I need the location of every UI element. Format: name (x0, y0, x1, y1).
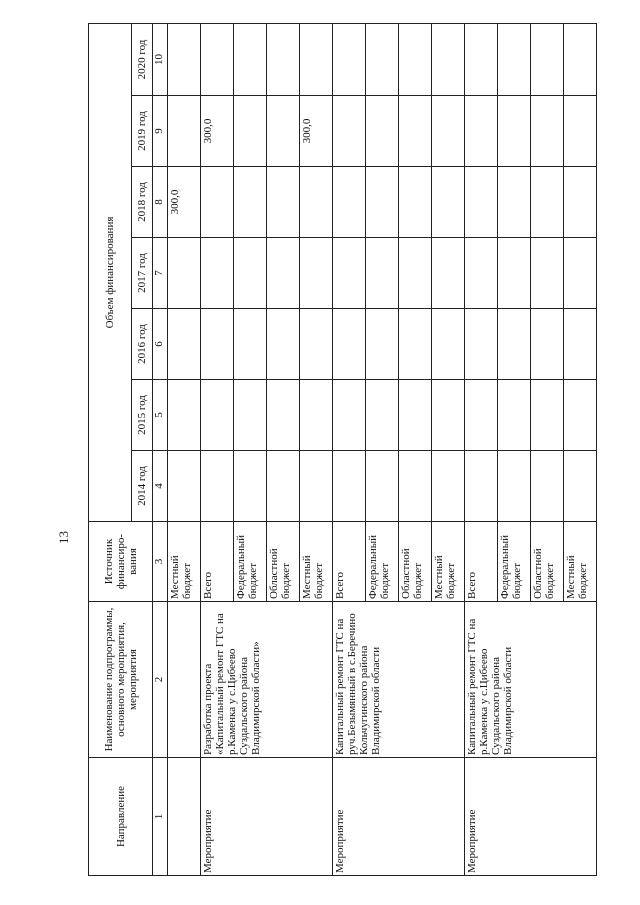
value-cell (168, 96, 201, 167)
source-cell: Местный бюджет (432, 522, 465, 602)
direction-cell: Мероприятие (465, 758, 597, 876)
column-number-8: 8 (153, 167, 168, 238)
column-number-10: 10 (153, 23, 168, 95)
year-header-4: 2017 год (132, 238, 153, 309)
value-cell (267, 23, 300, 95)
value-cell (399, 451, 432, 522)
value-cell (333, 451, 366, 522)
year-header-7: 2020 год (132, 23, 153, 95)
column-number-2: 2 (153, 602, 168, 758)
value-cell (300, 380, 333, 451)
value-cell (333, 96, 366, 167)
value-cell (432, 167, 465, 238)
column-number-3: 3 (153, 522, 168, 602)
empty-direction-cell (168, 758, 201, 876)
year-header-6: 2019 год (132, 96, 153, 167)
value-cell (300, 451, 333, 522)
value-cell (465, 309, 498, 380)
value-cell (168, 238, 201, 309)
value-cell (531, 238, 564, 309)
value-cell (564, 451, 597, 522)
value-cell (564, 380, 597, 451)
value-cell (201, 23, 234, 95)
header-direction: Направление (89, 758, 153, 876)
year-header-1: 2014 год (132, 451, 153, 522)
value-cell (531, 451, 564, 522)
value-cell (234, 451, 267, 522)
value-cell (201, 451, 234, 522)
value-cell (498, 451, 531, 522)
value-cell (168, 309, 201, 380)
value-cell (267, 96, 300, 167)
value-cell (234, 238, 267, 309)
value-cell (267, 238, 300, 309)
column-numbers-row (153, 23, 168, 875)
direction-cell: Мероприятие (201, 758, 333, 876)
value-cell (498, 238, 531, 309)
value-cell (168, 23, 201, 95)
header-volume: Объем финансирования (89, 23, 132, 521)
value-cell (267, 451, 300, 522)
source-cell: Местный бюджет (300, 522, 333, 602)
value-cell (531, 23, 564, 95)
table-row (333, 23, 366, 875)
value-cell (465, 96, 498, 167)
value-cell (300, 309, 333, 380)
value-cell (300, 167, 333, 238)
value-cell (267, 380, 300, 451)
column-number-4: 4 (153, 451, 168, 522)
first-source-row (168, 23, 201, 875)
value-cell (564, 96, 597, 167)
value-cell (498, 96, 531, 167)
value-cell (366, 380, 399, 451)
source-cell: Всего (465, 522, 498, 602)
year-header-3: 2016 год (132, 309, 153, 380)
source-cell: Федеральный бюджет (234, 522, 267, 602)
source-cell: Местный бюджет (168, 522, 201, 602)
source-cell: Областной бюджет (531, 522, 564, 602)
value-cell (300, 23, 333, 95)
value-cell (564, 23, 597, 95)
table-row (465, 23, 498, 875)
value-cell (531, 380, 564, 451)
value-cell (333, 238, 366, 309)
rotated-table-container (88, 24, 624, 876)
source-cell: Федеральный бюджет (366, 522, 399, 602)
value-cell (201, 167, 234, 238)
value-cell (333, 167, 366, 238)
value-cell (267, 167, 300, 238)
value-cell: 300,0 (300, 96, 333, 167)
column-number-7: 7 (153, 238, 168, 309)
value-cell: 300,0 (168, 167, 201, 238)
measure-name-cell: Капитальный ремонт ГТС на руч.Безымянный в с.Беречино Кольчугинского района Владимирской области (333, 602, 465, 758)
source-cell: Местный бюджет (564, 522, 597, 602)
value-cell (564, 167, 597, 238)
value-cell (531, 309, 564, 380)
value-cell (366, 451, 399, 522)
value-cell (333, 380, 366, 451)
value-cell (564, 238, 597, 309)
value-cell (168, 451, 201, 522)
value-cell (465, 23, 498, 95)
value-cell (432, 238, 465, 309)
page-number: 13 (56, 531, 71, 544)
value-cell (432, 451, 465, 522)
measure-name-cell: Капитальный ремонт ГТС на р.Каменка у с.Цибеево Суздальского района Владимирской области (465, 602, 597, 758)
value-cell (201, 238, 234, 309)
value-cell (234, 380, 267, 451)
header-name: Наименование подпрограммы, основного мероприятия, мероприятия (89, 602, 153, 758)
value-cell (465, 238, 498, 309)
column-number-6: 6 (153, 309, 168, 380)
source-cell: Всего (333, 522, 366, 602)
value-cell (234, 96, 267, 167)
value-cell (234, 167, 267, 238)
direction-cell: Мероприятие (333, 758, 465, 876)
value-cell (300, 238, 333, 309)
value-cell (498, 23, 531, 95)
value-cell (366, 309, 399, 380)
value-cell (201, 309, 234, 380)
value-cell (333, 23, 366, 95)
value-cell (465, 167, 498, 238)
value-cell (168, 380, 201, 451)
value-cell (399, 309, 432, 380)
year-header-5: 2018 год (132, 167, 153, 238)
year-header-2: 2015 год (132, 380, 153, 451)
value-cell (366, 96, 399, 167)
source-cell: Областной бюджет (267, 522, 300, 602)
value-cell (234, 309, 267, 380)
source-cell: Областной бюджет (399, 522, 432, 602)
value-cell (498, 380, 531, 451)
value-cell (531, 167, 564, 238)
value-cell (465, 380, 498, 451)
source-cell: Всего (201, 522, 234, 602)
financing-table (88, 23, 597, 876)
value-cell (333, 309, 366, 380)
source-cell: Федеральный бюджет (498, 522, 531, 602)
measure-name-cell: Разработка проекта «Капитальный ремонт ГТС на р.Каменка у с.Цибеево Суздальского района Владимирской области» (201, 602, 333, 758)
value-cell (432, 309, 465, 380)
value-cell (432, 380, 465, 451)
value-cell (399, 96, 432, 167)
value-cell (432, 23, 465, 95)
value-cell (234, 23, 267, 95)
value-cell (366, 167, 399, 238)
value-cell (564, 309, 597, 380)
value-cell (498, 309, 531, 380)
value-cell (201, 380, 234, 451)
value-cell: 300,0 (201, 96, 234, 167)
value-cell (531, 96, 564, 167)
header-source: Источник финансиро-вания (89, 522, 153, 602)
column-number-5: 5 (153, 380, 168, 451)
empty-name-cell (168, 602, 201, 758)
value-cell (399, 238, 432, 309)
value-cell (399, 23, 432, 95)
value-cell (432, 96, 465, 167)
table-row (201, 23, 234, 875)
value-cell (399, 380, 432, 451)
column-number-1: 1 (153, 758, 168, 876)
value-cell (465, 451, 498, 522)
value-cell (366, 238, 399, 309)
value-cell (267, 309, 300, 380)
header-row-1 (89, 23, 132, 875)
value-cell (399, 167, 432, 238)
value-cell (498, 167, 531, 238)
value-cell (366, 23, 399, 95)
column-number-9: 9 (153, 96, 168, 167)
